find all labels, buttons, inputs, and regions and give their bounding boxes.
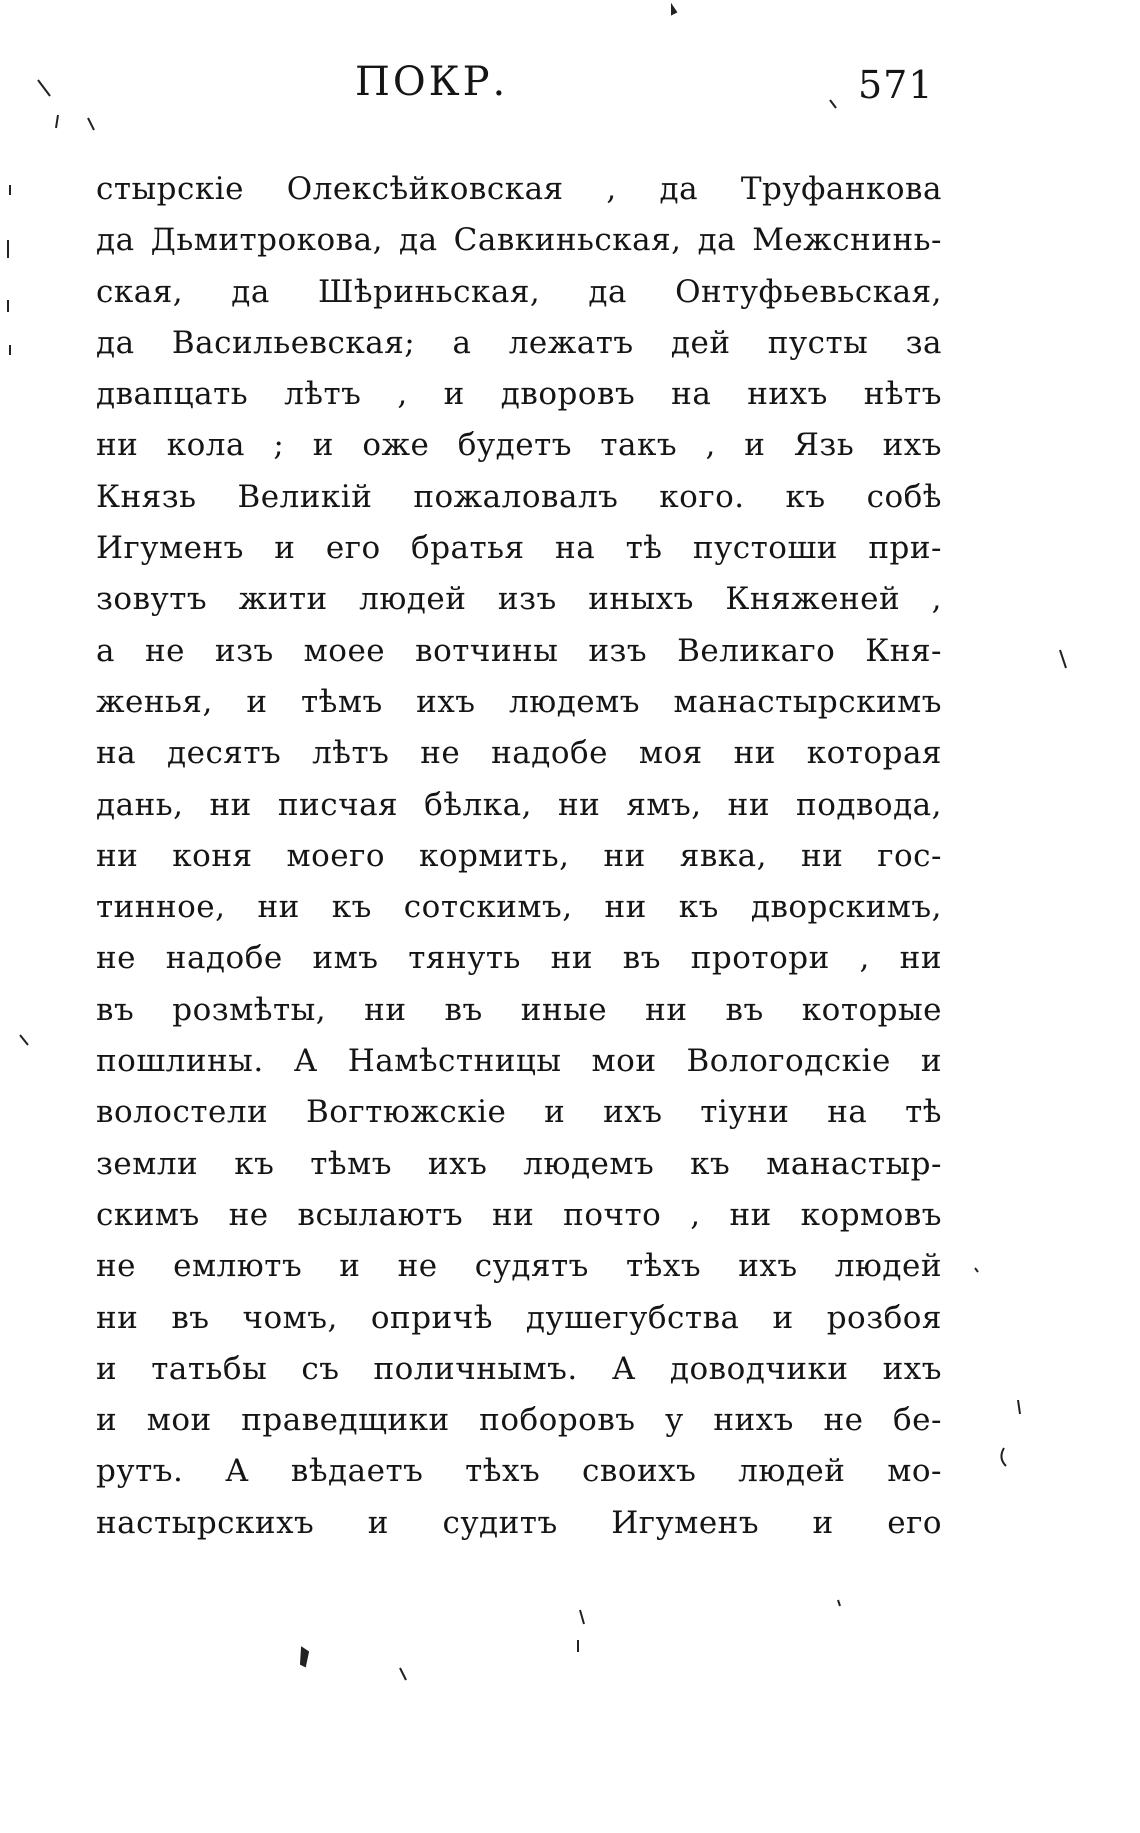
speck-mark: [580, 1610, 584, 1624]
speck-mark: [400, 1668, 406, 1680]
text-line: ни кола ; и оже будетъ такъ , и Язь ихъ: [96, 427, 942, 464]
text-line: ская, да Шѣриньская, да Онтуфьевьская,: [96, 273, 942, 310]
text-line: скимъ не всылаютъ ни почто , ни кормовъ: [96, 1196, 942, 1233]
text-line: женья, и тѣмъ ихъ людемъ манастырскимъ: [96, 683, 942, 720]
speck-mark: [838, 1600, 840, 1606]
speck-mark: [20, 1035, 28, 1045]
speck-mark: [1001, 1448, 1006, 1466]
text-line: Князь Великій пожаловалъ кого. къ собѣ: [96, 478, 942, 515]
text-line: земли къ тѣмъ ихъ людемъ къ манастыр-: [96, 1145, 942, 1182]
text-line: Игуменъ и его братья на тѣ пустоши при-: [96, 530, 942, 567]
speck-mark: [38, 80, 50, 96]
speck-mark: [88, 118, 94, 130]
text-line: ни коня моего кормить, ни явка, ни гос-: [96, 837, 942, 874]
body-text: [96, 164, 942, 1549]
text-line: не надобе имъ тянуть ни въ протори , ни: [96, 940, 942, 977]
text-line: а не изъ моее вотчины изъ Великаго Кня-: [96, 632, 942, 669]
speck-mark: [975, 1268, 978, 1272]
text-line: двапцать лѣтъ , и дворовъ на нихъ нѣтъ: [96, 376, 942, 413]
text-line: волостели Вогтюжскіе и ихъ тіуни на тѣ: [96, 1094, 942, 1131]
speck-mark: [830, 100, 836, 108]
text-line: да Васильевская; а лежатъ дей пусты за: [96, 324, 942, 361]
speck-mark: [672, 6, 676, 14]
text-line: ни въ чомъ, опричѣ душегубства и розбоя: [96, 1299, 942, 1336]
text-line: на десятъ лѣтъ не надобе моя ни которая: [96, 735, 942, 772]
speck-mark: [1018, 1400, 1020, 1414]
speck-mark: [301, 1648, 308, 1666]
text-line: въ розмѣты, ни въ иные ни въ которые: [96, 991, 942, 1028]
text-line: зовутъ жити людей изъ иныхъ Княженей ,: [96, 581, 942, 618]
page-number: 571: [858, 63, 934, 107]
speck-mark: [56, 115, 58, 128]
text-line: и мои праведщики поборовъ у нихъ не бе-: [96, 1402, 942, 1439]
speck-mark: [1060, 650, 1066, 668]
text-line: и татьбы съ поличнымъ. А доводчики ихъ: [96, 1350, 942, 1387]
text-line: тинное, ни къ сотскимъ, ни къ дворскимъ,: [96, 889, 942, 926]
text-line: пошлины. А Намѣстницы мои Вологодскіе и: [96, 1043, 942, 1080]
text-line: стырскіе Олексѣйковская , да Труфанкова: [96, 171, 942, 207]
text-line: не емлютъ и не судятъ тѣхъ ихъ людей: [96, 1248, 942, 1285]
text-line: дань, ни писчая бѣлка, ни ямъ, ни подвода,: [96, 786, 942, 823]
text-line: да Дьмитрокова, да Савкиньская, да Межснинь-: [96, 222, 942, 259]
text-line: настырскихъ и судитъ Игуменъ и его: [96, 1504, 942, 1541]
running-head: ПОКР.: [355, 59, 509, 105]
text-line: рутъ. А вѣдаетъ тѣхъ своихъ людей мо-: [96, 1453, 942, 1490]
